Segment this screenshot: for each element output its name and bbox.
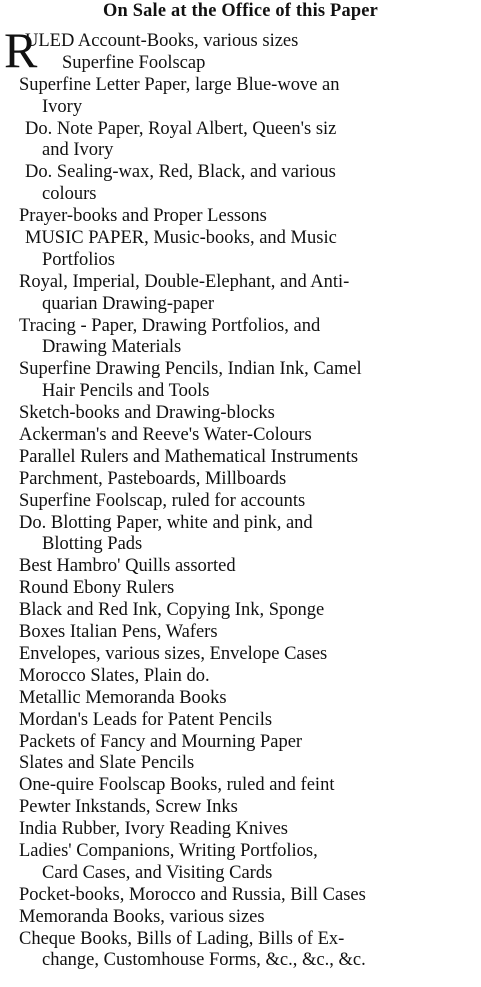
list-line: Metallic Memoranda Books — [19, 687, 227, 708]
list-line: Superfine Drawing Pencils, Indian Ink, Camel — [19, 359, 362, 380]
list-line: Drawing Materials — [42, 337, 182, 358]
list-line: Packets of Fancy and Mourning Paper — [19, 731, 303, 752]
list-line: Card Cases, and Visiting Cards — [42, 862, 273, 883]
list-line: Do. Note Paper, Royal Albert, Queen's siz — [25, 118, 337, 139]
list-line: Pocket-books, Morocco and Russia, Bill Cases — [19, 884, 366, 905]
list-line: Parchment, Pasteboards, Millboards — [19, 468, 287, 489]
list-line: Prayer-books and Proper Lessons — [19, 206, 267, 227]
list-line: and Ivory — [42, 140, 114, 161]
list-line: colours — [42, 184, 97, 205]
list-line: Boxes Italian Pens, Wafers — [19, 622, 218, 643]
list-line: Blotting Pads — [42, 534, 143, 555]
list-line: Do. Sealing-wax, Red, Black, and various — [25, 162, 336, 183]
list-line: Mordan's Leads for Patent Pencils — [19, 709, 273, 730]
list-line: India Rubber, Ivory Reading Knives — [19, 819, 288, 840]
list-line: Pewter Inkstands, Screw Inks — [19, 797, 238, 818]
list-line: Cheque Books, Bills of Lading, Bills of Ex- — [19, 928, 345, 949]
list-line: Slates and Slate Pencils — [19, 753, 195, 774]
list-line: Ivory — [42, 96, 83, 117]
list-line: Round Ebony Rulers — [19, 578, 175, 599]
list-line: Morocco Slates, Plain do. — [19, 665, 210, 686]
list-line: Tracing - Paper, Drawing Portfolios, and — [19, 315, 321, 336]
list-line: Envelopes, various sizes, Envelope Cases — [19, 643, 328, 664]
list-line: change, Customhouse Forms, &c., &c., &c. — [42, 950, 366, 971]
list-line: ULED Account-Books, various sizes — [25, 31, 299, 51]
list-line: Ladies' Companions, Writing Portfolios, — [19, 840, 318, 861]
list-line: Royal, Imperial, Double-Elephant, and Anti- — [19, 271, 350, 292]
list-line: quarian Drawing-paper — [42, 293, 215, 314]
list-line: Portfolios — [42, 249, 115, 270]
list-line: Sketch-books and Drawing-blocks — [19, 403, 275, 424]
drop-cap: R — [4, 22, 38, 78]
list-line: Black and Red Ink, Copying Ink, Sponge — [19, 600, 325, 621]
list-line: Superfine Foolscap — [62, 52, 206, 73]
list-line: Best Hambro' Quills assorted — [19, 556, 236, 577]
list-line: Ackerman's and Reeve's Water-Colours — [19, 425, 312, 446]
list-line: One-quire Foolscap Books, ruled and feint — [19, 775, 335, 796]
list-line: Parallel Rulers and Mathematical Instruments — [19, 446, 359, 467]
list-line: MUSIC PAPER, Music-books, and Music — [25, 228, 337, 249]
list-line: Do. Blotting Paper, white and pink, and — [19, 512, 313, 533]
list-line: Memoranda Books, various sizes — [19, 906, 265, 927]
list-line: Superfine Letter Paper, large Blue-wove an — [19, 74, 340, 95]
list-line: Superfine Foolscap, ruled for accounts — [19, 490, 306, 511]
ad-heading: On Sale at the Office of this Paper — [102, 1, 379, 21]
list-line: Hair Pencils and Tools — [42, 381, 210, 402]
item-list — [0, 31, 481, 972]
